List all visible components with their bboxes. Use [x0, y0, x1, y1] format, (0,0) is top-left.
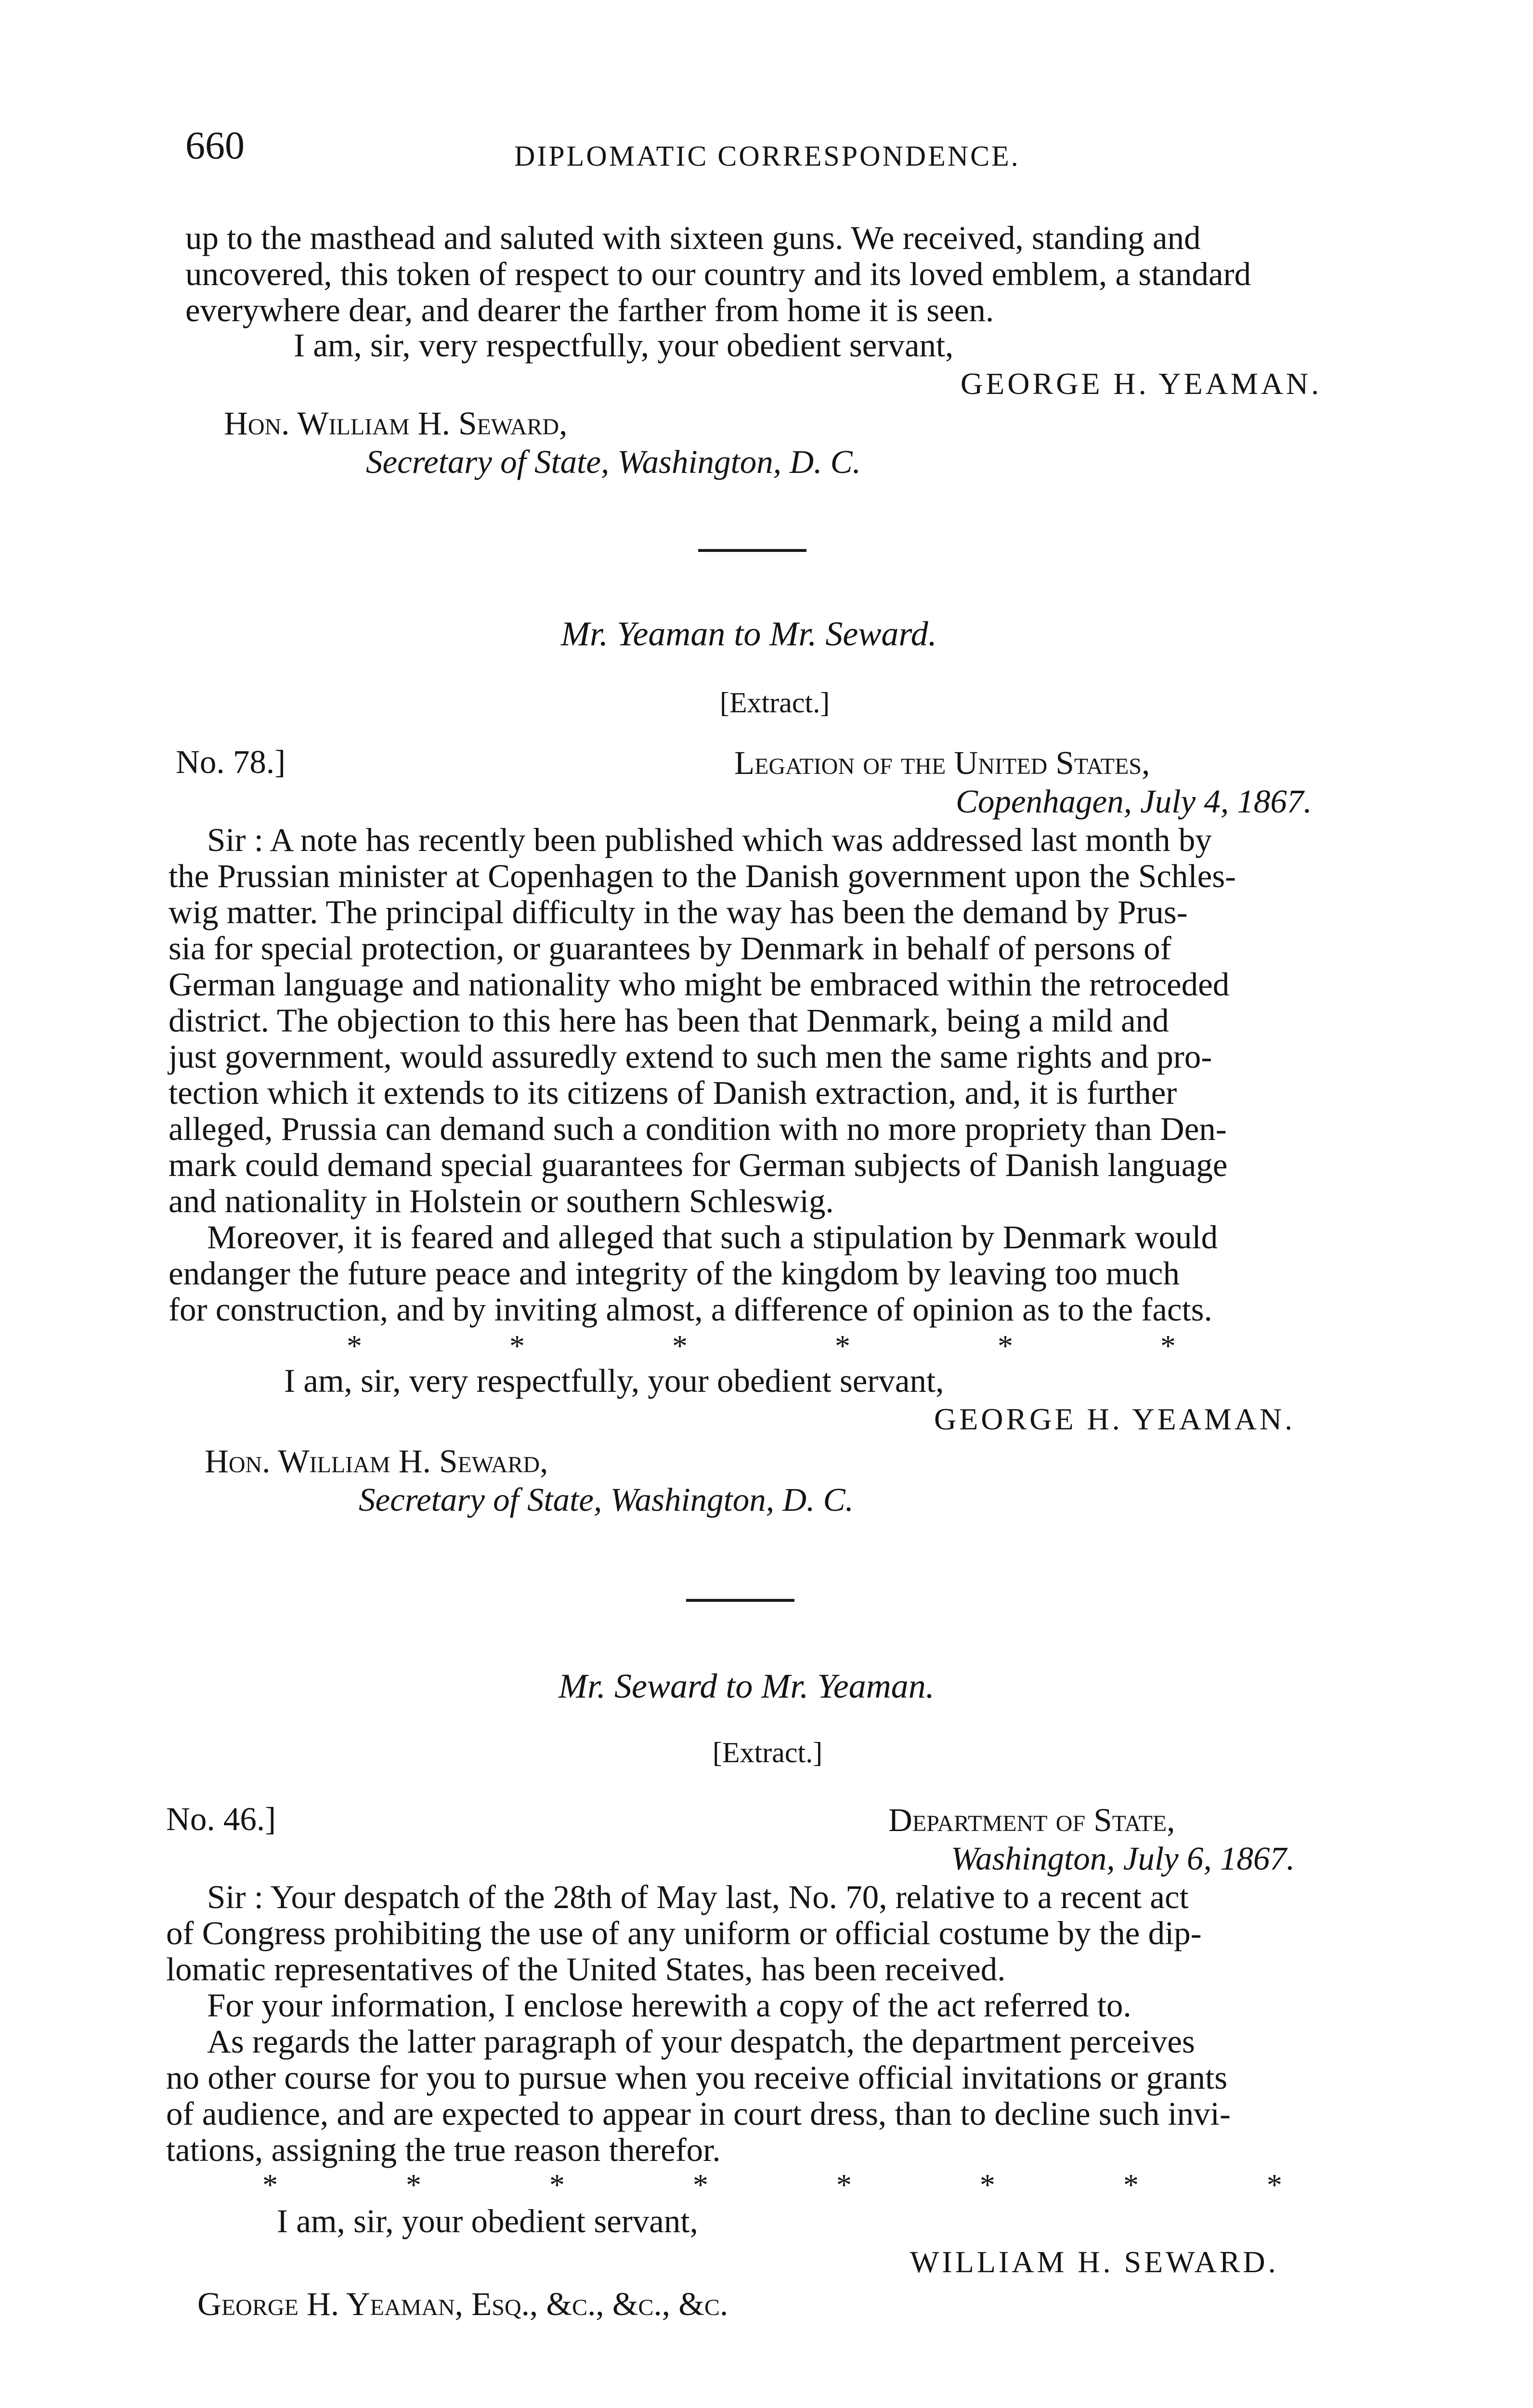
signature: GEORGE H. YEAMAN. [934, 1402, 1296, 1436]
text-line: the Prussian minister at Copenhagen to the Danish government upon the Schles- [169, 858, 1236, 894]
text-line: mark could demand special guarantees for German subjects of Danish language [169, 1147, 1228, 1183]
running-title: DIPLOMATIC CORRESPONDENCE. [514, 140, 1020, 172]
place-date: Washington, July 6, 1867. [951, 1840, 1295, 1877]
text-line: for construction, and by inviting almost, a difference of opinion as to the facts. [169, 1291, 1212, 1328]
signature: GEORGE H. YEAMAN. [961, 366, 1322, 401]
ellipsis-stars: * * * * * * * * [262, 2168, 1282, 2202]
text-line: uncovered, this token of respect to our country and its loved emblem, a standard [185, 256, 1251, 292]
letter-title: Mr. Seward to Mr. Yeaman. [559, 1667, 935, 1705]
despatch-number: No. 78.] [176, 744, 286, 780]
text-line: of Congress prohibiting the use of any uniform or official costume by the dip- [166, 1915, 1202, 1951]
despatch-number: No. 46.] [166, 1801, 276, 1837]
addressee-name: Hon. William H. Seward, [224, 405, 568, 442]
text-line: Moreover, it is feared and alleged that such a stipulation by Denmark would [207, 1219, 1218, 1256]
text-line: sia for special protection, or guarantees by Denmark in behalf of persons of [169, 930, 1171, 967]
text-line: For your information, I enclose herewith a copy of the act referred to. [207, 1987, 1131, 2024]
text-line: As regards the latter paragraph of your despatch, the department perceives [207, 2023, 1195, 2060]
closing: I am, sir, very respectfully, your obedient servant, [294, 327, 954, 364]
place-date: Copenhagen, July 4, 1867. [956, 783, 1312, 820]
text-line: endanger the future peace and integrity of the kingdom by leaving too much [169, 1255, 1180, 1292]
text-line: up to the masthead and saluted with sixteen guns. We received, standing and [185, 220, 1201, 256]
text-line: and nationality in Holstein or southern Schleswig. [169, 1183, 834, 1219]
closing: I am, sir, very respectfully, your obedient servant, [284, 1362, 944, 1399]
text-line: Sir : A note has recently been published which was addressed last month by [207, 822, 1212, 858]
ellipsis-stars: * * * * * * [347, 1329, 1176, 1363]
addressee: George H. Yeaman, Esq., &c., &c., &c. [197, 2286, 728, 2322]
text-line: everywhere dear, and dearer the farther from home it is seen. [185, 292, 994, 328]
text-line: tations, assigning the true reason therefor. [166, 2132, 721, 2168]
origin-line: Department of State, [888, 1802, 1175, 1838]
extract-label: [Extract.] [713, 1737, 823, 1768]
section-divider [686, 1599, 794, 1602]
text-line: of audience, and are expected to appear in court dress, than to decline such invi- [166, 2095, 1231, 2132]
text-line: tection which it extends to its citizens of Danish extraction, and, it is further [169, 1074, 1177, 1111]
page-number: 660 [185, 123, 245, 167]
text-line: Sir : Your despatch of the 28th of May last, No. 70, relative to a recent act [207, 1879, 1189, 1915]
addressee-title: Secretary of State, Washington, D. C. [359, 1481, 854, 1518]
signature: WILLIAM H. SEWARD. [910, 2245, 1279, 2279]
text-line: no other course for you to pursue when you receive official invitations or grants [166, 2059, 1228, 2096]
addressee-name: Hon. William H. Seward, [205, 1443, 548, 1479]
text-line: lomatic representatives of the United States, has been received. [166, 1951, 1006, 1988]
letter-title: Mr. Yeaman to Mr. Seward. [561, 615, 937, 653]
text-line: district. The objection to this here has been that Denmark, being a mild and [169, 1002, 1169, 1039]
closing: I am, sir, your obedient servant, [277, 2203, 698, 2239]
text-line: alleged, Prussia can demand such a condition with no more propriety than Den- [169, 1111, 1227, 1147]
text-line: just government, would assuredly extend to such men the same rights and pro- [169, 1038, 1212, 1075]
section-divider [698, 549, 806, 552]
text-line: wig matter. The principal difficulty in the way has been the demand by Prus- [169, 894, 1188, 930]
addressee-title: Secretary of State, Washington, D. C. [366, 444, 861, 480]
origin-line: Legation of the United States, [734, 745, 1150, 781]
text-line: German language and nationality who might be embraced within the retroceded [169, 966, 1230, 1003]
extract-label: [Extract.] [720, 687, 830, 719]
